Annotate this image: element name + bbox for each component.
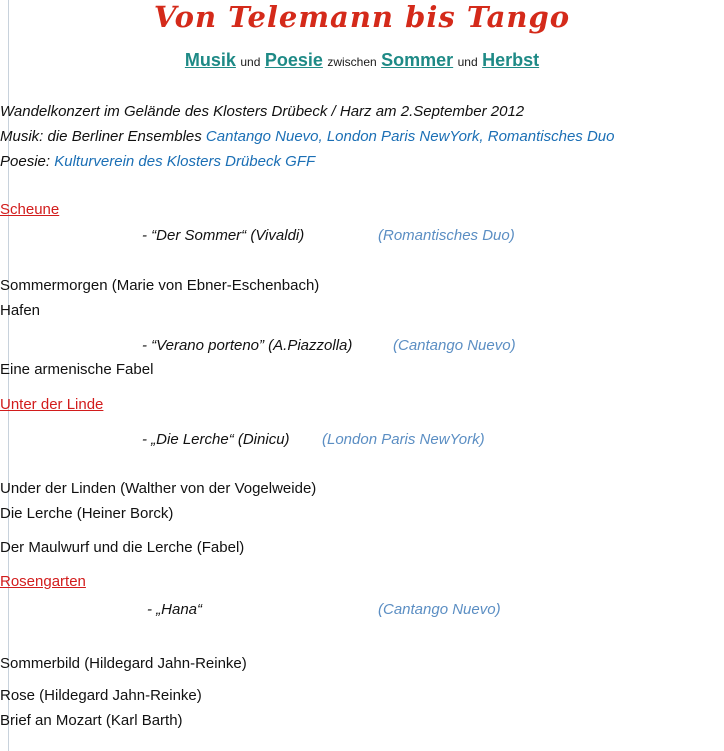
music-piece: - “Verano porteno” (A.Piazzolla)	[142, 337, 353, 354]
subtitle-connector: und	[457, 55, 478, 69]
music-piece: - “Der Sommer“ (Vivaldi)	[142, 227, 305, 244]
document-title: Von Telemann bis Tango	[153, 0, 571, 34]
subtitle-connector: zwischen	[327, 55, 377, 69]
document-subtitle	[0, 50, 724, 71]
poem-item: Sommermorgen (Marie von Ebner-Eschenbach)	[0, 277, 320, 294]
music-piece: - „Die Lerche“ (Dinicu)	[142, 431, 290, 448]
intro-poetry-line	[0, 153, 315, 170]
intro-music-label: Musik: die Berliner Ensembles	[0, 128, 202, 145]
subtitle-word-sommer: Sommer	[381, 50, 454, 70]
poem-item: Brief an Mozart (Karl Barth)	[0, 712, 183, 729]
poem-item: Under der Linden (Walther von der Vogelweide)	[0, 480, 317, 497]
music-piece: - „Hana“	[147, 601, 203, 618]
intro-ensembles: Cantango Nuevo, London Paris NewYork, Romantisches Duo	[205, 128, 615, 145]
section-heading-rosengarten: Rosengarten	[0, 573, 86, 590]
music-ensemble: (Cantango Nuevo)	[393, 337, 516, 354]
poem-item: Eine armenische Fabel	[0, 361, 154, 378]
intro-poetry-org: Kulturverein des Klosters Drübeck GFF	[54, 153, 316, 170]
section-heading-scheune: Scheune	[0, 201, 60, 218]
section-heading-linde: Unter der Linde	[0, 396, 104, 413]
intro-poetry-label: Poesie:	[0, 153, 51, 170]
subtitle-word-musik: Musik	[184, 50, 236, 70]
poem-item: Hafen	[0, 302, 41, 319]
subtitle-word-herbst: Herbst	[482, 50, 540, 70]
intro-event-line: Wandelkonzert im Gelände des Klosters Drübeck / Harz am 2.September 2012	[0, 103, 525, 120]
poem-item: Rose (Hildegard Jahn-Reinke)	[0, 687, 202, 704]
music-ensemble: (Romantisches Duo)	[378, 227, 515, 244]
poem-item: Sommerbild (Hildegard Jahn-Reinke)	[0, 655, 247, 672]
poem-item: Der Maulwurf und die Lerche (Fabel)	[0, 539, 245, 556]
subtitle-word-poesie: Poesie	[264, 50, 323, 70]
poem-item: Die Lerche (Heiner Borck)	[0, 505, 174, 522]
music-ensemble: (London Paris NewYork)	[322, 431, 485, 448]
intro-music-line	[0, 128, 614, 145]
music-ensemble: (Cantango Nuevo)	[378, 601, 501, 618]
subtitle-connector: und	[240, 55, 261, 69]
